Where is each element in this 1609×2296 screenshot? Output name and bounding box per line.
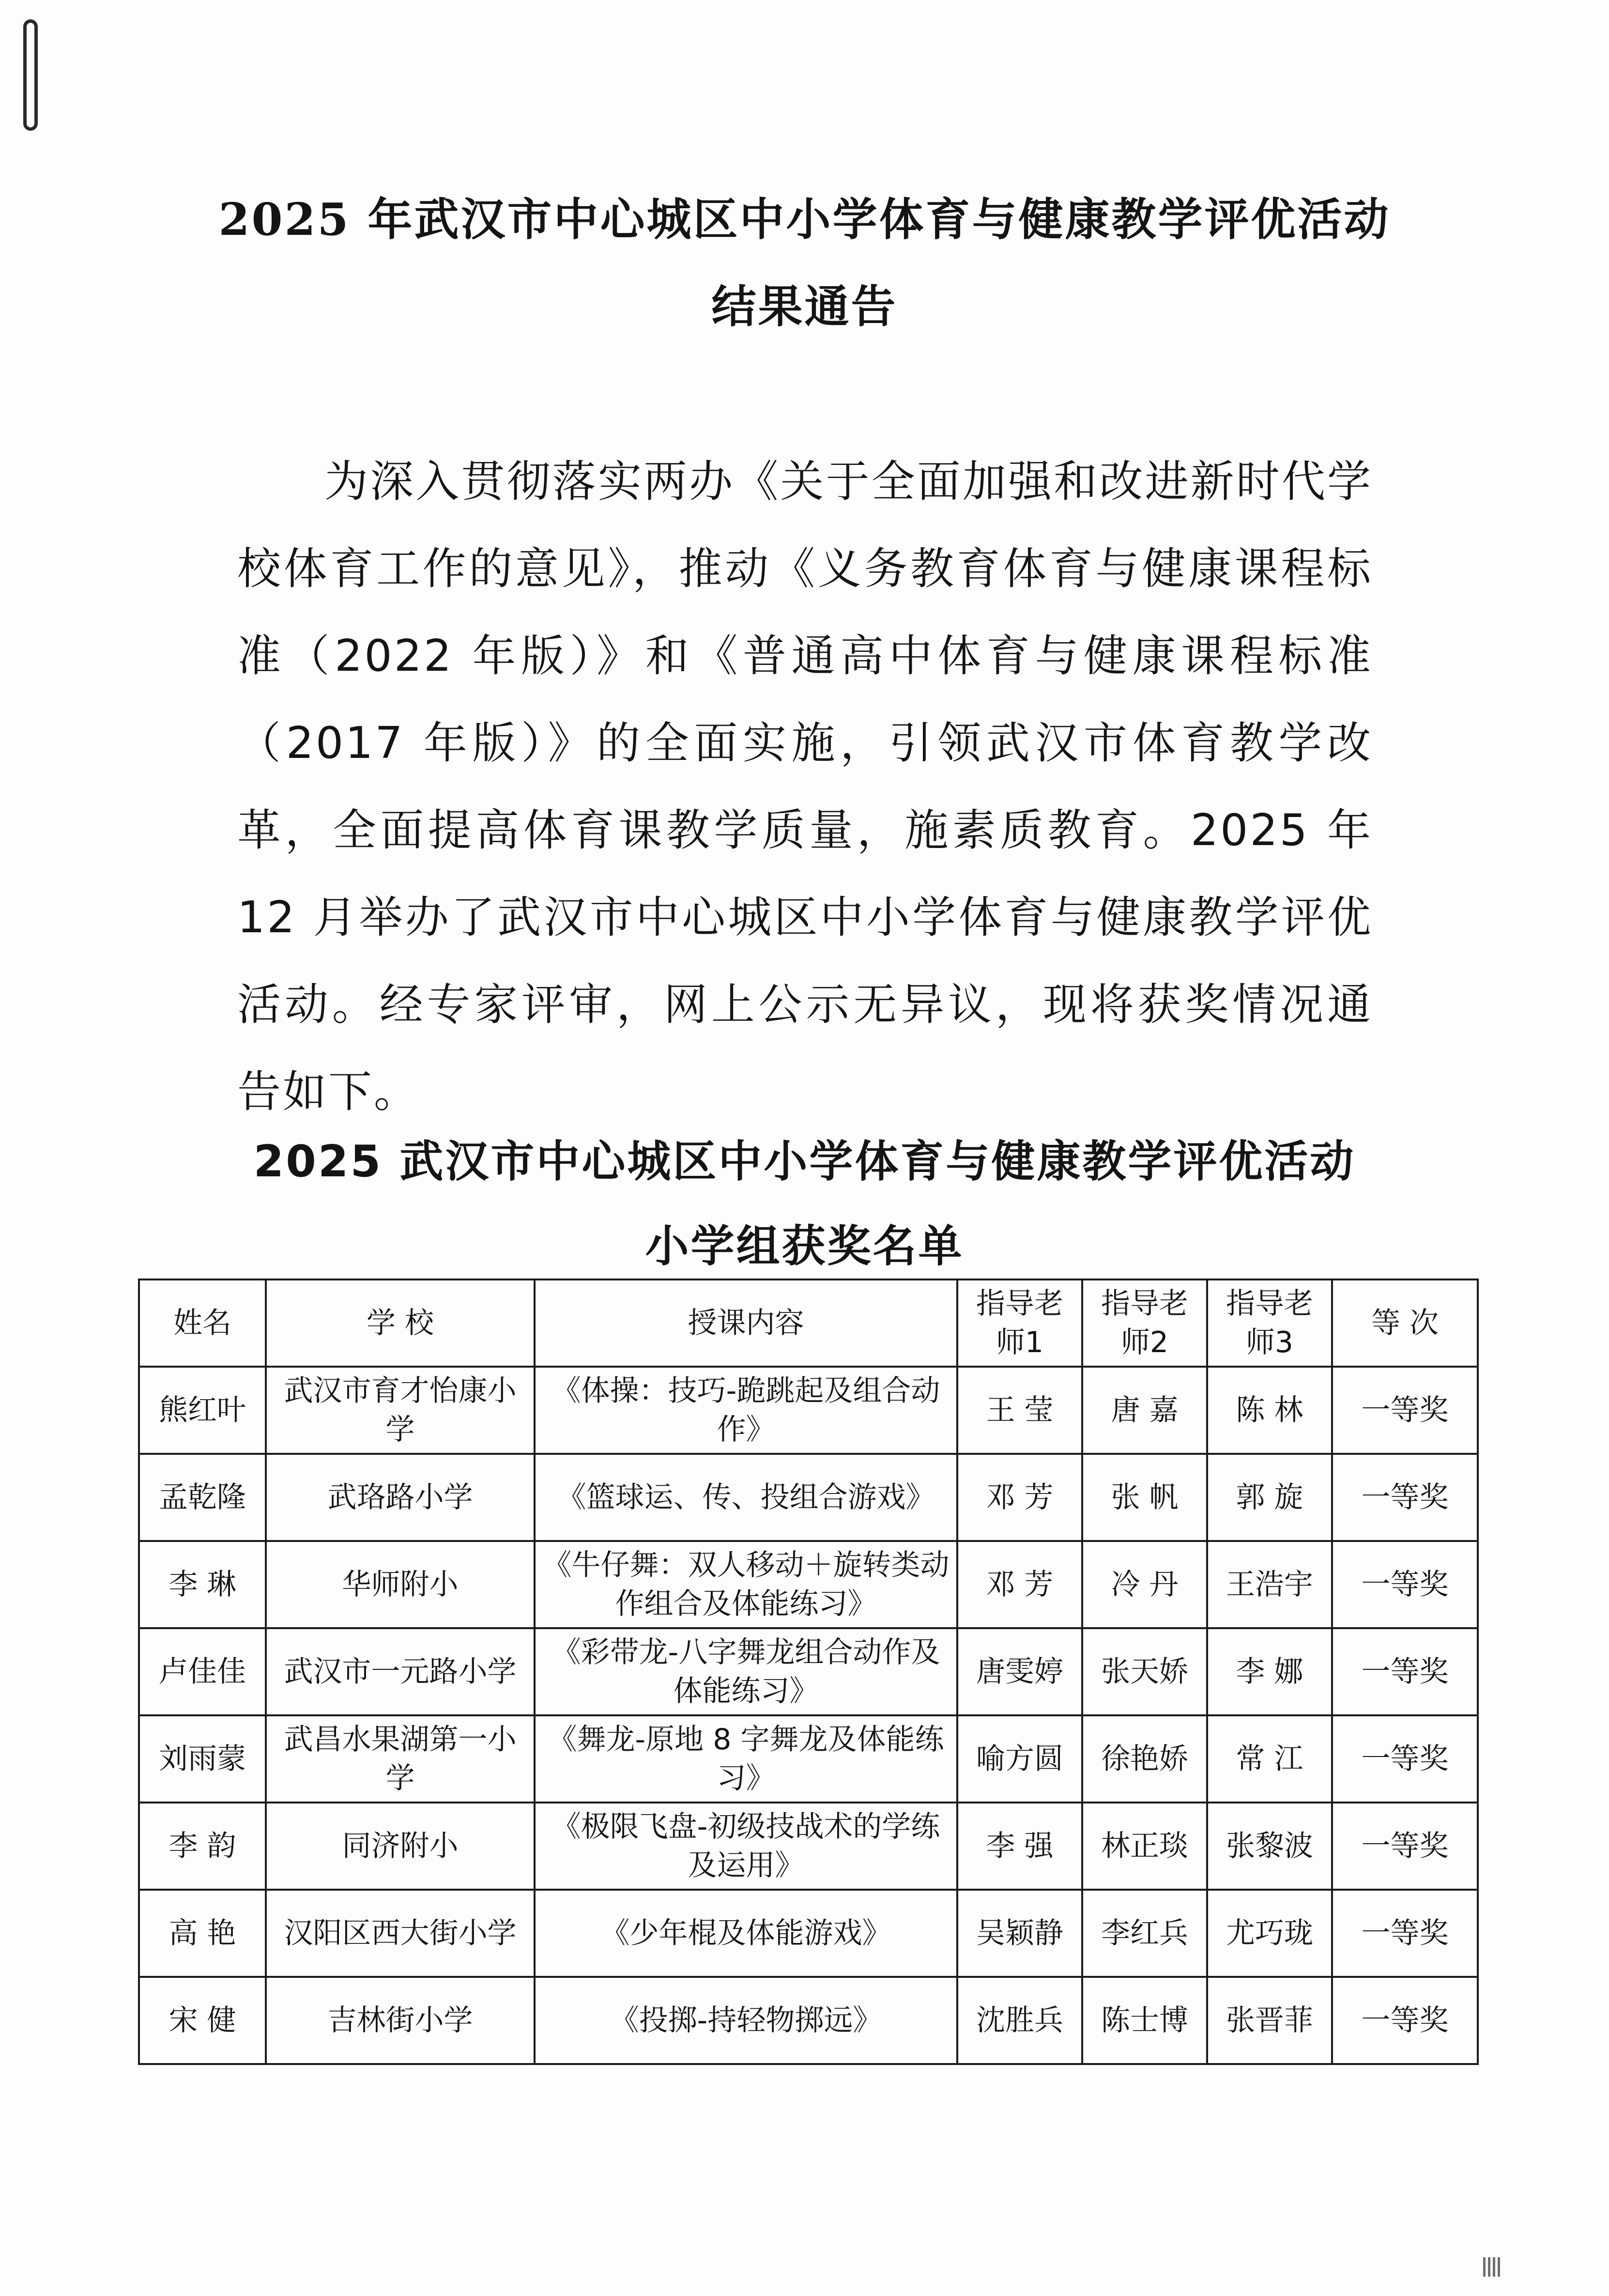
table-row [139, 1541, 1478, 1628]
cell-rank: 一等奖 [1332, 1628, 1478, 1715]
cell-teacher2: 林正琰 [1082, 1803, 1207, 1890]
cell-school: 华师附小 [266, 1541, 535, 1628]
notice-title-line2: 结果通告 [711, 280, 898, 333]
cell-teacher3: 王浩宇 [1207, 1541, 1332, 1628]
notice-title-line1: 2025 年武汉市中心城区中小学体育与健康教学评优活动 [218, 193, 1391, 246]
cell-rank: 一等奖 [1332, 1890, 1478, 1977]
header-name: 姓名 [139, 1279, 266, 1367]
cell-teacher3: 尤巧珑 [1207, 1890, 1332, 1977]
table-row [139, 1628, 1478, 1715]
cell-teacher1: 邓 芳 [957, 1454, 1082, 1541]
cell-teacher3: 张晋菲 [1207, 1977, 1332, 2064]
header-teacher2: 指导老师2 [1082, 1279, 1207, 1367]
cell-name: 李 琳 [139, 1541, 266, 1628]
scanner-watermark [1483, 2257, 1580, 2277]
cell-teacher2: 陈士博 [1082, 1977, 1207, 2064]
cell-teacher3: 李 娜 [1207, 1628, 1332, 1715]
header-rank: 等 次 [1332, 1279, 1478, 1367]
table-title-line2: 小学组获奖名单 [645, 1221, 964, 1272]
cell-teacher1: 喻方圆 [957, 1715, 1082, 1803]
notice-paragraph: 为深入贯彻落实两办《关于全面加强和改进新时代学校体育工作的意见》，推动《义务教育体育与健康课程标准（2022 年版）》和《普通高中体育与健康课程标准（2017 年版）》的全面实施，引领武汉市体育教学改革，全面提高体育课教学质量，施素质教育。2025 年 12 月举办了武汉市中心城区中小学体育与健康教学评优活动。经专家评审，网上公示无异议，现将获奖情况通告如下。 [237, 456, 1373, 1117]
table-header-row [139, 1279, 1478, 1367]
cell-teacher2: 李红兵 [1082, 1890, 1207, 1977]
cell-teacher1: 沈胜兵 [957, 1977, 1082, 2064]
cell-school: 吉林街小学 [266, 1977, 535, 2064]
cell-content: 《极限飞盘-初级技战术的学练及运用》 [535, 1803, 957, 1890]
cell-rank: 一等奖 [1332, 1715, 1478, 1803]
cell-teacher2: 徐艳娇 [1082, 1715, 1207, 1803]
cell-school: 武汉市一元路小学 [266, 1628, 535, 1715]
cell-name: 高 艳 [139, 1890, 266, 1977]
header-content: 授课内容 [535, 1279, 957, 1367]
cell-school: 汉阳区西大街小学 [266, 1890, 535, 1977]
cell-school: 武昌水果湖第一小学 [266, 1715, 535, 1803]
header-school: 学 校 [266, 1279, 535, 1367]
cell-teacher2: 张天娇 [1082, 1628, 1207, 1715]
cell-teacher2: 冷 丹 [1082, 1541, 1207, 1628]
cell-teacher3: 陈 林 [1207, 1367, 1332, 1454]
staple-mark [23, 19, 38, 131]
cell-content: 《体操：技巧-跪跳起及组合动作》 [535, 1367, 957, 1454]
cell-school: 武汉市育才怡康小学 [266, 1367, 535, 1454]
cell-teacher3: 张黎波 [1207, 1803, 1332, 1890]
cell-rank: 一等奖 [1332, 1454, 1478, 1541]
cell-teacher1: 邓 芳 [957, 1541, 1082, 1628]
table-row [139, 1454, 1478, 1541]
cell-rank: 一等奖 [1332, 1977, 1478, 2064]
awards-table [138, 1279, 1479, 2065]
table-row [139, 1803, 1478, 1890]
qr-code-icon [1483, 2257, 1502, 2277]
cell-teacher2: 张 帆 [1082, 1454, 1207, 1541]
cell-name: 李 韵 [139, 1803, 266, 1890]
table-row [139, 1977, 1478, 2064]
cell-teacher1: 吴颖静 [957, 1890, 1082, 1977]
table-row [139, 1890, 1478, 1977]
cell-school: 同济附小 [266, 1803, 535, 1890]
cell-name: 孟乾隆 [139, 1454, 266, 1541]
cell-teacher1: 王 莹 [957, 1367, 1082, 1454]
cell-teacher1: 唐雯婷 [957, 1628, 1082, 1715]
cell-teacher1: 李 强 [957, 1803, 1082, 1890]
cell-name: 刘雨蒙 [139, 1715, 266, 1803]
cell-content: 《舞龙-原地 8 字舞龙及体能练习》 [535, 1715, 957, 1803]
cell-teacher3: 郭 旋 [1207, 1454, 1332, 1541]
cell-name: 宋 健 [139, 1977, 266, 2064]
cell-school: 武珞路小学 [266, 1454, 535, 1541]
header-teacher3: 指导老师3 [1207, 1279, 1332, 1367]
cell-content: 《牛仔舞：双人移动＋旋转类动作组合及体能练习》 [535, 1541, 957, 1628]
cell-name: 卢佳佳 [139, 1628, 266, 1715]
header-teacher1: 指导老师1 [957, 1279, 1082, 1367]
table-title-line1: 2025 武汉市中心城区中小学体育与健康教学评优活动 [253, 1136, 1356, 1187]
cell-content: 《投掷-持轻物掷远》 [535, 1977, 957, 2064]
cell-content: 《少年棍及体能游戏》 [535, 1890, 957, 1977]
cell-rank: 一等奖 [1332, 1541, 1478, 1628]
cell-content: 《彩带龙-八字舞龙组合动作及体能练习》 [535, 1628, 957, 1715]
cell-rank: 一等奖 [1332, 1367, 1478, 1454]
cell-rank: 一等奖 [1332, 1803, 1478, 1890]
table-row [139, 1715, 1478, 1803]
cell-content: 《篮球运、传、投组合游戏》 [535, 1454, 957, 1541]
cell-teacher2: 唐 嘉 [1082, 1367, 1207, 1454]
table-row [139, 1367, 1478, 1454]
cell-name: 熊红叶 [139, 1367, 266, 1454]
cell-teacher3: 常 江 [1207, 1715, 1332, 1803]
